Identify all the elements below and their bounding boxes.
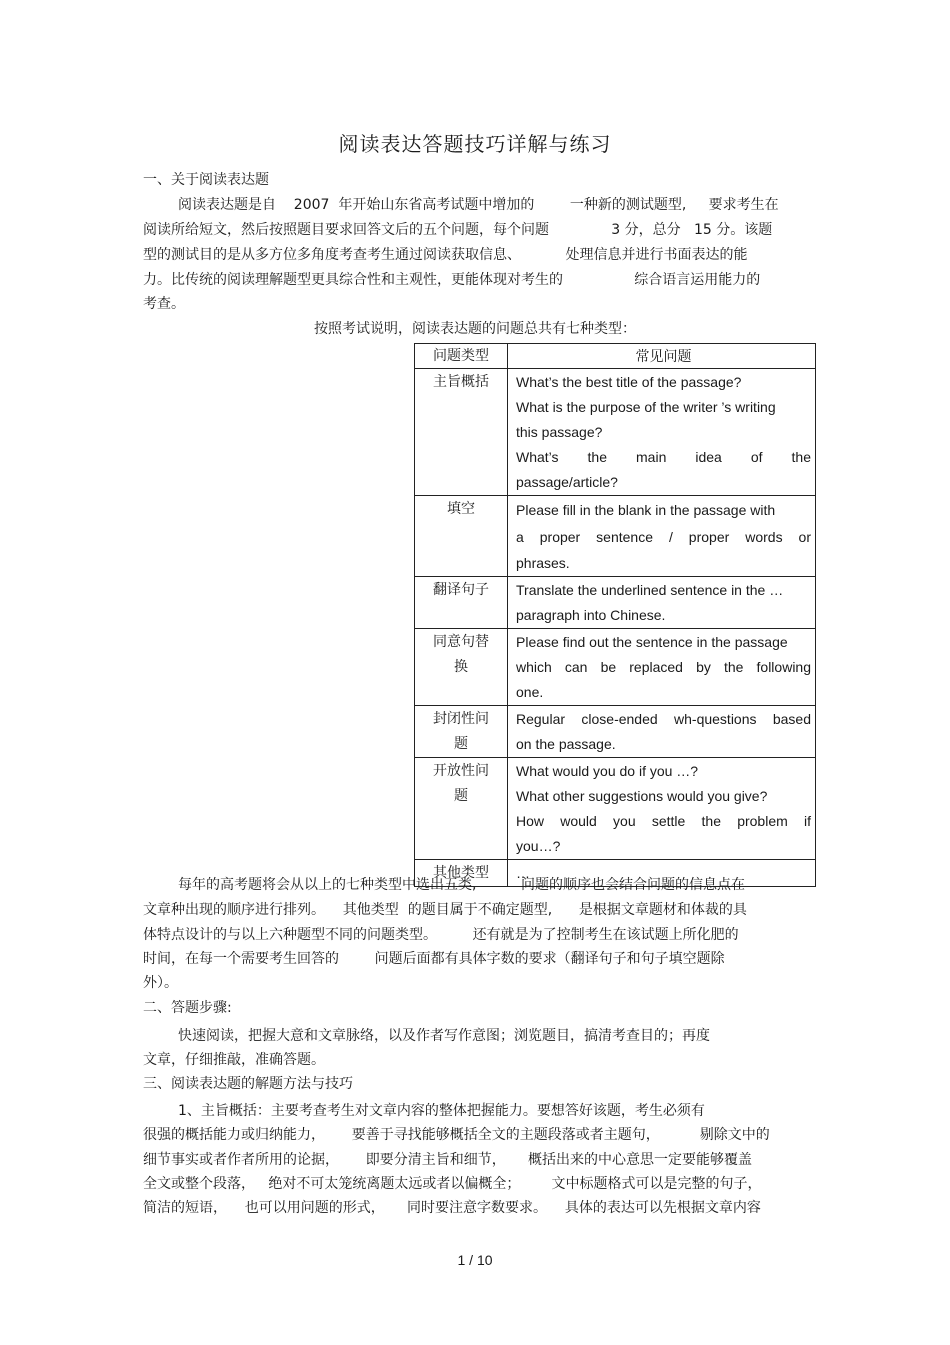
type-cell — [415, 369, 508, 496]
questions-cell — [508, 369, 816, 496]
question-line: Translate the underlined sentence in the … — [516, 582, 784, 598]
question-line: What other suggestions would you give? — [516, 788, 768, 804]
table-intro: 按照考试说明，阅读表达题的问题总共有七种类型： — [314, 321, 636, 337]
section-heading-2: 二、答题步骤: — [143, 1000, 232, 1016]
question-line: a proper sentence / proper words or — [516, 529, 811, 545]
question-line: Regular close-ended wh-questions based — [516, 711, 811, 727]
table-header-type: 问题类型 — [415, 344, 508, 369]
paragraph-line: 体特点设计的与以上六种题型不同的问题类型。 还有就是为了控制考生在该试题上所化肥的 — [143, 927, 739, 943]
document-title: 阅读表达答题技巧详解与练习 — [338, 132, 612, 156]
type-label: 翻译句子 — [433, 582, 489, 598]
table-row — [415, 758, 816, 860]
paragraph-line: 外）。 — [143, 975, 178, 991]
question-line: passage/article? — [516, 474, 618, 490]
paragraph-line: 文章，仔细推敲，准确答题。 — [143, 1052, 325, 1068]
type-label: 封闭性问 — [433, 711, 489, 727]
question-line: paragraph into Chinese. — [516, 607, 666, 623]
table-row — [415, 629, 816, 706]
paragraph-line: 时间，在每一个需要考生回答的 问题后面都有具体字数的要求（翻译句子和句子填空题除 — [143, 951, 725, 967]
paragraph-line: 文章种出现的顺序进行排列。 其他类型 的题目属于不确定题型, 是根据文章题材和体裁的具 — [143, 902, 747, 918]
question-line: Please find out the sentence in the passage — [516, 634, 788, 650]
questions-cell — [508, 496, 816, 577]
question-line: one. — [516, 684, 544, 700]
paragraph-line: 很强的概括能力或归纳能力， 要善于寻找能够概括全文的主题段落或者主题句， 剔除文中的 — [143, 1127, 770, 1143]
paragraph-line: 细节事实或者作者所用的论据， 即要分清主旨和细节， 概括出来的中心意思一定要能够覆盖 — [143, 1152, 752, 1168]
type-label: 开放性问 — [433, 763, 489, 779]
table-header-row — [415, 344, 816, 369]
paragraph-line: 阅读所给短文，然后按照题目要求回答文后的五个问题，每个问题 3 分，总分 15 分。该题 — [143, 222, 773, 238]
type-cell — [415, 758, 508, 860]
paragraph-line: 力。比传统的阅读理解题型更具综合性和主观性，更能体现对考生的 综合语言运用能力的 — [143, 272, 761, 288]
type-cell — [415, 629, 508, 706]
question-line: you…? — [516, 838, 561, 854]
table-row — [415, 706, 816, 758]
paragraph-line: 阅读表达题是自 2007 年开始山东省高考试题中增加的 一种新的测试题型, 要求考生在 — [178, 197, 779, 213]
paragraph-line: 简洁的短语， 也可以用问题的形式， 同时要注意字数要求。 具体的表达可以先根据文章内容 — [143, 1200, 761, 1216]
type-cell — [415, 577, 508, 629]
question-type-table — [414, 343, 816, 887]
table-row — [415, 369, 816, 496]
section-heading-1: 一、关于阅读表达题 — [143, 172, 269, 188]
questions-cell — [508, 629, 816, 706]
paragraph-line: 型的测试目的是从多方位多角度考查考生通过阅读获取信息、 处理信息并进行书面表达的能 — [143, 247, 748, 263]
table-row — [415, 577, 816, 629]
question-line: this passage? — [516, 424, 603, 440]
question-line: which can be replaced by the following — [516, 659, 811, 675]
paragraph-line: 考查。 — [143, 296, 185, 312]
table-row — [415, 496, 816, 577]
question-line: What is the purpose of the writer ’s writing — [516, 399, 776, 415]
question-line: on the passage. — [516, 736, 616, 752]
type-label: 题 — [454, 788, 468, 804]
type-label: 其他类型 — [433, 865, 489, 881]
paragraph-line: 1、主旨概括：主要考查考生对文章内容的整体把握能力。要想答好该题，考生必须有 — [178, 1103, 705, 1119]
questions-cell — [508, 706, 816, 758]
question-line: … — [516, 865, 530, 881]
paragraph-line: 快速阅读，把握大意和文章脉络，以及作者写作意图；浏览题目，搞清考查目的；再度 — [178, 1028, 710, 1044]
question-line: What’s the best title of the passage? — [516, 374, 742, 390]
question-line: How would you settle the problem if — [516, 813, 811, 829]
type-label: 填空 — [447, 501, 475, 517]
question-line: Please fill in the blank in the passage with — [516, 502, 776, 518]
paragraph-line: 全文或整个段落， 绝对不可太笼统离题太远或者以偏概全； 文中标题格式可以是完整的句子， — [143, 1176, 762, 1192]
type-label: 同意句替 — [433, 634, 489, 650]
type-label: 题 — [454, 736, 468, 752]
type-label: 换 — [454, 659, 468, 675]
section-heading-3: 三、阅读表达题的解题方法与技巧 — [143, 1076, 353, 1092]
question-line: What’s the main idea of the — [516, 449, 811, 465]
type-cell — [415, 706, 508, 758]
type-label: 主旨概括 — [433, 374, 489, 390]
table-header-questions: 常见问题 — [508, 344, 816, 369]
page-number: 1 / 10 — [457, 1252, 493, 1268]
questions-cell — [508, 577, 816, 629]
question-line: What would you do if you …? — [516, 763, 699, 779]
type-cell — [415, 496, 508, 577]
questions-cell — [508, 758, 816, 860]
paragraph-line: 每年的高考题将会从以上的七种类型中选出五类, 问题的顺序也会结合问题的信息点在 — [178, 877, 745, 893]
question-line: phrases. — [516, 555, 570, 571]
